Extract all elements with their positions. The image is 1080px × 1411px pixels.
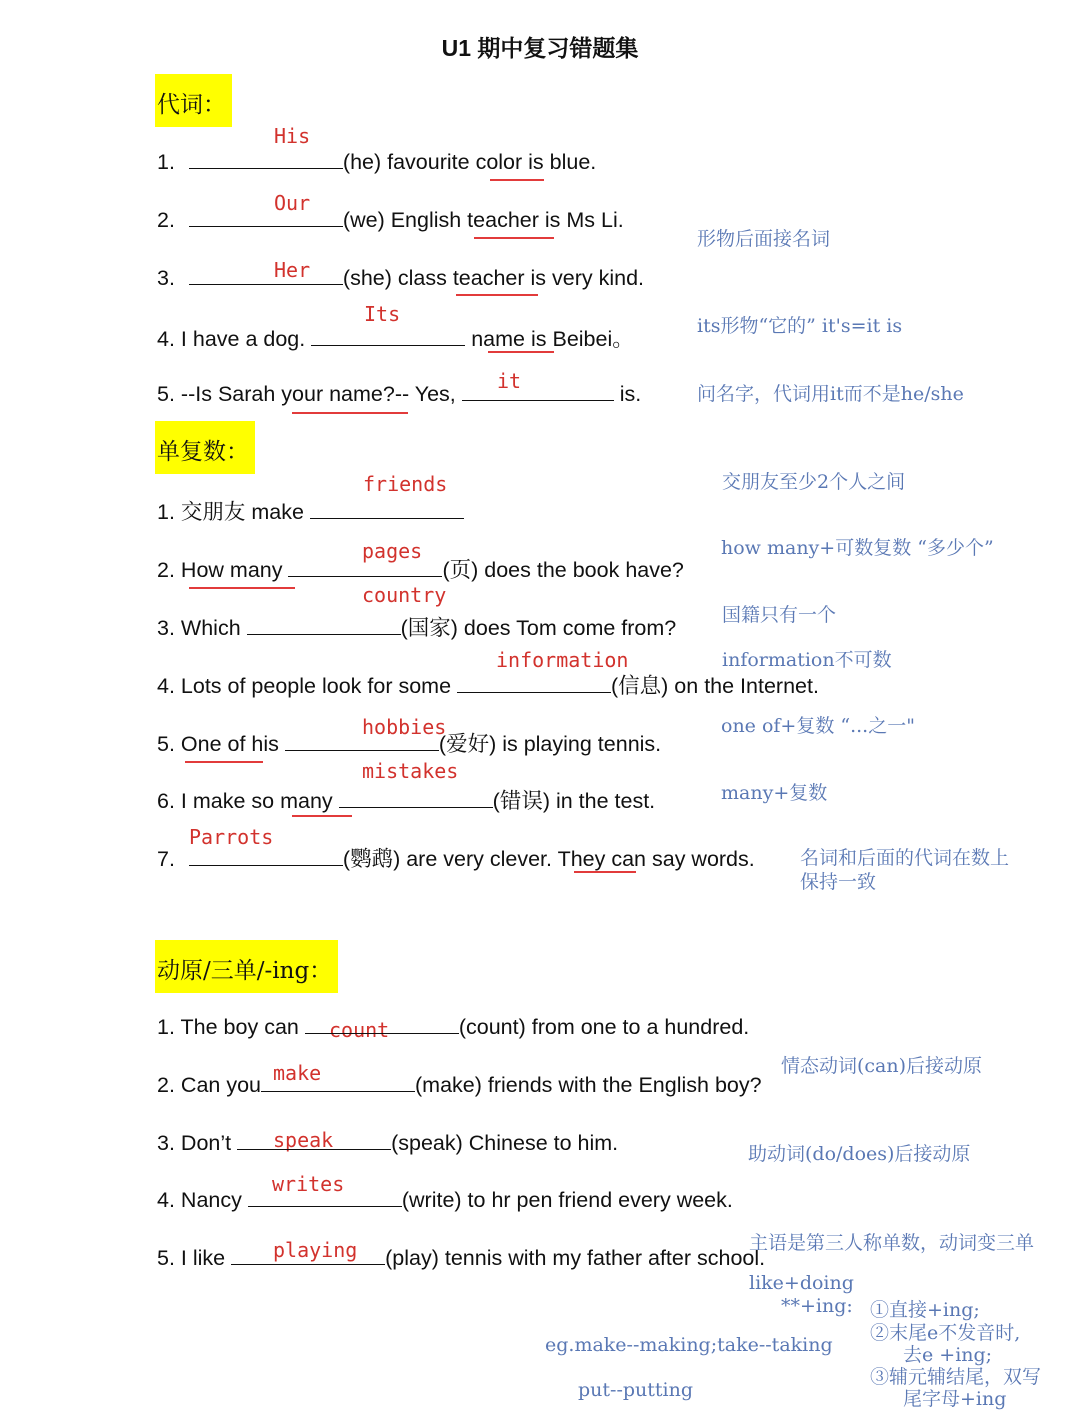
- section-heading-pronouns: 代词：: [155, 74, 232, 127]
- answer-plural-7: Parrots: [189, 825, 274, 849]
- note-pronoun-2: its形物“它的” it's=it is: [697, 315, 903, 337]
- answer-blank[interactable]: [288, 556, 442, 577]
- question-prefix: How many: [180, 558, 283, 582]
- question-number: 3.: [157, 616, 175, 640]
- emphasis-underline: [574, 871, 636, 873]
- question-text: (speak) Chinese to him.: [391, 1131, 619, 1155]
- answer-pronoun-4: Its: [364, 302, 401, 326]
- note-plural-1: 交朋友至少2个人之间: [722, 471, 906, 493]
- question-number: 4.: [157, 674, 175, 698]
- question-number: 6.: [157, 789, 175, 813]
- emphasis-underline: [189, 587, 295, 589]
- note-verb-10: 尾字母+ing: [903, 1388, 1007, 1410]
- question-text: (count) from one to a hundred.: [458, 1015, 750, 1039]
- section-heading-verbs: 动原/三单/-ing：: [155, 940, 338, 993]
- answer-plural-1: friends: [363, 472, 448, 496]
- note-verb-9: ③辅元辅结尾，双写: [870, 1366, 1042, 1388]
- answer-pronoun-3: Her: [274, 258, 311, 282]
- answer-verb-3: speak: [273, 1128, 334, 1152]
- question-verb-4: [157, 1186, 733, 1213]
- answer-blank[interactable]: [339, 787, 493, 808]
- answer-plural-3: country: [362, 583, 447, 607]
- question-number: 1.: [157, 500, 175, 524]
- note-verb-11: eg.make--making;take--taking: [545, 1334, 833, 1356]
- answer-pronoun-2: Our: [274, 191, 311, 215]
- note-plural-2: how many+可数复数 “多少个”: [721, 537, 994, 559]
- emphasis-underline: [456, 294, 538, 296]
- note-plural-7: 名词和后面的代词在数上: [800, 847, 1010, 869]
- answer-verb-5: playing: [273, 1238, 358, 1262]
- answer-blank[interactable]: [231, 1244, 385, 1265]
- question-text: (we) English teacher is Ms Li.: [342, 208, 624, 232]
- question-prefix: --Is Sarah your name?-- Yes,: [180, 382, 456, 406]
- answer-plural-5: hobbies: [362, 715, 447, 739]
- question-pronoun-1: [157, 148, 596, 175]
- question-number: 1.: [157, 150, 175, 174]
- emphasis-underline: [292, 815, 352, 817]
- question-text: (write) to hr pen friend every week.: [401, 1188, 733, 1212]
- answer-verb-4: writes: [272, 1172, 345, 1196]
- answer-verb-1: count: [329, 1018, 390, 1042]
- emphasis-underline: [488, 351, 554, 353]
- note-verb-1: 情态动词(can)后接动原: [781, 1055, 983, 1077]
- note-plural-3: 国籍只有一个: [722, 604, 837, 626]
- answer-blank[interactable]: [237, 1129, 391, 1150]
- question-plural-1: [157, 495, 464, 526]
- question-prefix: I make so many: [180, 789, 333, 813]
- question-text: (make) friends with the English boy?: [415, 1073, 762, 1097]
- question-text: (页) does the book have?: [442, 558, 684, 582]
- question-text: (鹦鹉) are very clever. They can say words.: [342, 847, 755, 871]
- question-prefix: Don’t: [180, 1131, 232, 1155]
- note-verb-2: 助动词(do/does)后接动原: [748, 1143, 971, 1165]
- question-plural-6: [157, 784, 655, 815]
- note-plural-6: many+复数: [721, 782, 828, 804]
- question-plural-7: [157, 842, 755, 873]
- answer-blank[interactable]: [189, 148, 343, 169]
- question-prefix: 交朋友 make: [180, 500, 304, 524]
- emphasis-underline: [292, 412, 408, 414]
- question-text: (play) tennis with my father after school.: [385, 1246, 766, 1270]
- answer-blank[interactable]: [457, 672, 611, 693]
- answer-plural-2: pages: [362, 539, 423, 563]
- question-prefix: Nancy: [180, 1188, 242, 1212]
- note-plural-8: 保持一致: [800, 871, 877, 893]
- answer-plural-6: mistakes: [362, 759, 459, 783]
- emphasis-underline: [490, 179, 544, 181]
- answer-blank[interactable]: [247, 614, 401, 635]
- question-verb-5: [157, 1244, 765, 1271]
- question-number: 2.: [157, 1073, 175, 1097]
- answer-blank[interactable]: [248, 1186, 402, 1207]
- note-plural-5: one of+复数 “...之一": [721, 715, 915, 737]
- question-text: name is Beibei。: [471, 327, 634, 351]
- answer-verb-2: make: [273, 1061, 322, 1085]
- answer-blank[interactable]: [189, 206, 343, 227]
- section-heading-plurals: 单复数：: [155, 421, 255, 474]
- question-pronoun-2: [157, 206, 624, 233]
- question-plural-5: [157, 727, 661, 758]
- question-pronoun-3: [157, 264, 644, 291]
- page-title: U1 期中复习错题集: [441, 35, 639, 61]
- answer-pronoun-1: His: [274, 124, 311, 148]
- question-number: 4.: [157, 327, 175, 351]
- question-pronoun-4: [157, 322, 634, 353]
- question-prefix: Can you: [180, 1073, 262, 1097]
- answer-blank[interactable]: [285, 730, 439, 751]
- answer-blank[interactable]: [189, 264, 343, 285]
- question-number: 2.: [157, 558, 175, 582]
- question-number: 7.: [157, 847, 175, 871]
- question-number: 3.: [157, 266, 175, 290]
- question-text: is.: [619, 382, 642, 406]
- answer-blank[interactable]: [310, 498, 464, 519]
- answer-blank[interactable]: [311, 325, 465, 346]
- question-text: (信息) on the Internet.: [611, 674, 819, 698]
- answer-blank[interactable]: [189, 845, 343, 866]
- question-pronoun-5: [157, 380, 641, 407]
- note-verb-7: ②末尾e不发音时,: [870, 1322, 1021, 1344]
- question-plural-3: [157, 611, 676, 642]
- answer-blank[interactable]: [261, 1071, 415, 1092]
- question-plural-4: [157, 669, 819, 700]
- question-number: 5.: [157, 1246, 175, 1270]
- answer-blank[interactable]: [462, 380, 614, 401]
- question-verb-2: [157, 1071, 762, 1098]
- question-number: 5.: [157, 732, 175, 756]
- question-text: (he) favourite color is blue.: [342, 150, 597, 174]
- note-verb-3: 主语是第三人称单数，动词变三单: [749, 1232, 1035, 1254]
- emphasis-underline: [185, 761, 263, 763]
- question-prefix: The boy can: [180, 1015, 299, 1039]
- note-verb-12: put--putting: [578, 1379, 694, 1401]
- note-verb-6: ①直接+ing;: [870, 1299, 980, 1321]
- answer-blank[interactable]: [305, 1013, 459, 1034]
- question-text: (错误) in the test.: [492, 789, 656, 813]
- question-plural-2: [157, 553, 684, 584]
- note-verb-8: 去e +ing;: [903, 1344, 993, 1366]
- question-text: (国家) does Tom come from?: [400, 616, 677, 640]
- question-number: 2.: [157, 208, 175, 232]
- question-prefix: I have a dog.: [180, 327, 306, 351]
- note-verb-4: like+doing: [749, 1272, 854, 1294]
- question-prefix: Which: [180, 616, 241, 640]
- emphasis-underline: [474, 237, 554, 239]
- note-pronoun-3: 问名字，代词用it而不是he/she: [697, 383, 964, 405]
- note-verb-5: **+ing:: [781, 1295, 853, 1317]
- question-number: 4.: [157, 1188, 175, 1212]
- question-prefix: Lots of people look for some: [180, 674, 452, 698]
- question-text: (she) class teacher is very kind.: [342, 266, 645, 290]
- question-prefix: One of his: [180, 732, 279, 756]
- question-verb-3: [157, 1129, 618, 1156]
- answer-plural-4: information: [496, 648, 629, 672]
- note-pronoun-1: 形物后面接名词: [697, 228, 831, 250]
- answer-pronoun-5: it: [497, 369, 522, 393]
- question-verb-1: [157, 1013, 749, 1040]
- question-number: 3.: [157, 1131, 175, 1155]
- question-prefix: I like: [180, 1246, 226, 1270]
- note-plural-4: information不可数: [722, 649, 892, 671]
- question-number: 5.: [157, 382, 175, 406]
- question-text: (爱好) is playing tennis.: [438, 732, 662, 756]
- question-number: 1.: [157, 1015, 175, 1039]
